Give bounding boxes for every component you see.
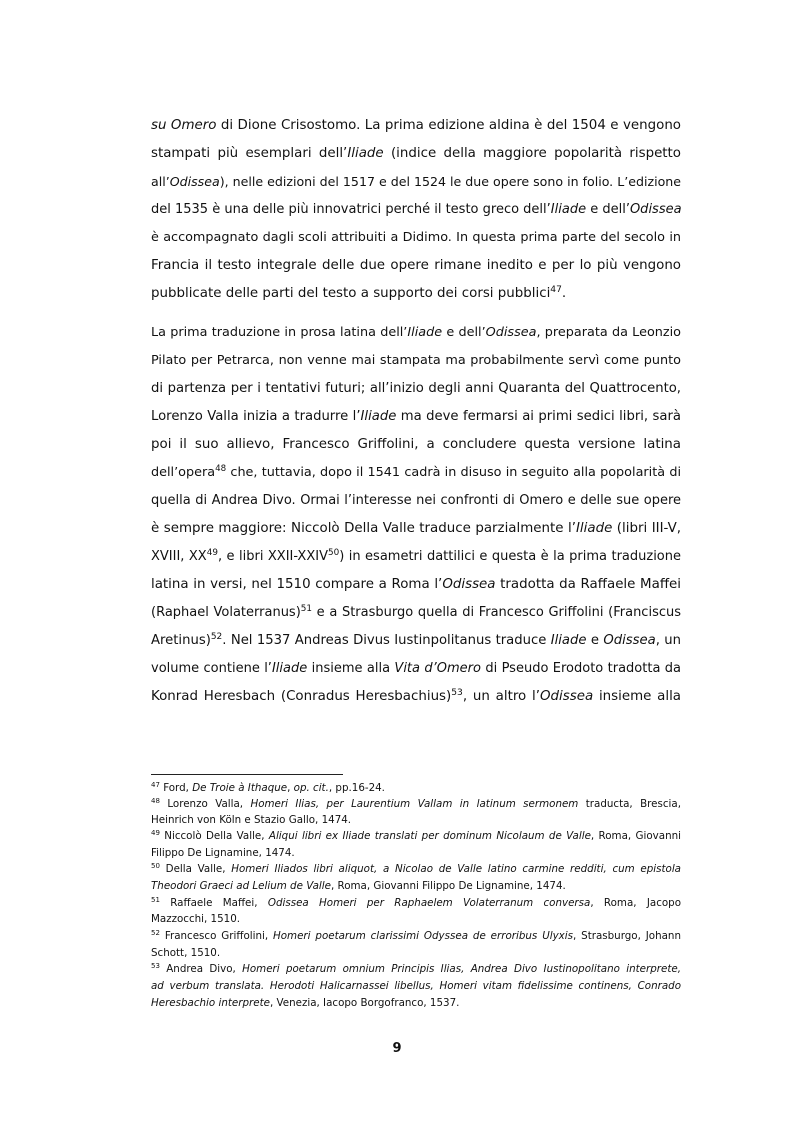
- footnote-ref: 48: [215, 464, 227, 475]
- footnote: $^{50}$ Della Valle, Homeri Iliados libri aliquot, a Nicolao de Valle latino carmine redditi, cum epistola: [151, 862, 681, 875]
- footnote-continuation: Theodori Graeci ad Lelium de Valle, Roma, Giovanni Filippo De Lignamine, 1474.: [151, 880, 566, 892]
- body-line: di partenza per i tentativi futuri; all’inizio degli anni Quaranta del Quattrocento,: [151, 381, 681, 396]
- body-line: Konrad Heresbach (Conradus Heresbachius)$^{53}$, un altro l’Odissea insieme alla: [151, 688, 682, 704]
- footnote-separator: [151, 774, 343, 775]
- footnote-continuation: Schott, 1510.: [151, 947, 221, 959]
- body-line: è accompagnato dagli scoli attribuiti a Didimo. In questa prima parte del secolo in: [151, 230, 681, 245]
- body-line: è sempre maggiore: Niccolò Della Valle traduce parzialmente l’Iliade (libri III-V,: [151, 521, 682, 536]
- body-line: XVIII, XX$^{49}$, e libri XXII-XXIV$^{50}$) in esametri dattilici e questa è la prima traduzione: [151, 548, 681, 564]
- body-line: stampati più esemplari dell’Iliade (indice della maggiore popolarità rispetto: [151, 146, 681, 161]
- footnote-ref: 53: [451, 688, 463, 698]
- body-line: dell’opera$^{48}$ che, tuttavia, dopo il 1541 cadrà in disuso in seguito alla popolarità di: [151, 464, 681, 480]
- footnote: $^{51}$ Raffaele Maffei, Odissea Homeri per Raphaelem Volaterranum conversa, Roma, Jacopo: [151, 896, 682, 909]
- body-line: latina in versi, nel 1510 compare a Roma l’Odissea tradotta da Raffaele Maffei: [151, 577, 681, 592]
- footnote: $^{47}$ Ford, De Troie à Ithaque, op. cit., pp.16-24.: [151, 781, 385, 794]
- footnote-ref: 50: [327, 548, 340, 559]
- footnote-continuation: Mazzocchi, 1510.: [151, 913, 241, 925]
- footnote-ref: 49: [206, 548, 218, 559]
- body-line: Aretinus)$^{52}$. Nel 1537 Andreas Divus Iustinpolitanus traduce Iliade e Odissea, un: [151, 632, 681, 648]
- body-line: su Omero di Dione Crisostomo. La prima edizione aldina è del 1504 e vengono: [151, 118, 681, 133]
- footnote-continuation: Heresbachio interprete, Venezia, Iacopo Borgofranco, 1537.: [151, 997, 460, 1009]
- footnote: $^{48}$ Lorenzo Valla, Homeri Ilias, per Laurentium Vallam in latinum sermonem traducta, Brescia,: [151, 797, 681, 810]
- body-line: all’Odissea), nelle edizioni del 1517 e del 1524 le due opere sono in folio. L’edizione: [151, 174, 681, 189]
- body-line: Pilato per Petrarca, non venne mai stampata ma probabilmente servì come punto: [151, 353, 681, 368]
- footnote-continuation: Filippo De Lignamine, 1474.: [151, 847, 295, 859]
- body-line: Lorenzo Valla inizia a tradurre l’Iliade ma deve fermarsi ai primi sedici libri, sarà: [151, 409, 681, 424]
- body-line: quella di Andrea Divo. Ormai l’interesse nei confronti di Omero e delle sue opere: [151, 493, 681, 508]
- body-line: (Raphael Volaterranus)$^{51}$ e a Strasburgo quella di Francesco Griffolini (Franciscus: [151, 604, 681, 620]
- footnote-ref: 47: [550, 285, 562, 295]
- footnote: $^{49}$ Niccolò Della Valle, Aliqui libri ex Iliade translati per dominum Nicolaum de Valle, Roma, Giovanni: [151, 829, 681, 842]
- body-line: poi il suo allievo, Francesco Griffolini, a concludere questa versione latina: [151, 437, 681, 452]
- page-number: 9: [392, 1041, 402, 1056]
- footnote-ref: 52: [210, 632, 223, 643]
- footnote: $^{53}$ Andrea Divo, Homeri poetarum omnium Principis Ilias, Andrea Divo Iustinopolitano interprete,: [151, 962, 681, 975]
- body-line: pubblicate delle parti del testo a supporto dei corsi pubblici$^{47}$.: [151, 285, 567, 301]
- footnote-continuation: Heinrich von Köln e Stazio Gallo, 1474.: [151, 814, 352, 826]
- body-line: La prima traduzione in prosa latina dell’Iliade e dell’Odissea, preparata da Leonzio: [151, 325, 681, 340]
- footnote: $^{52}$ Francesco Griffolini, Homeri poetarum clarissimi Odyssea de erroribus Ulyxis, Strasburgo, Johann: [151, 929, 681, 942]
- footnote-continuation: ad verbum translata. Herodoti Halicarnassei libellus, Homeri vitam fidelissime continens, Conrado: [151, 980, 681, 992]
- body-line: Francia il testo integrale delle due opere rimane inedito e per lo più vengono: [151, 258, 681, 273]
- body-line: volume contiene l’Iliade insieme alla Vita d’Omero di Pseudo Erodoto tradotta da: [151, 661, 682, 676]
- footnote-ref: 51: [300, 604, 313, 615]
- body-line: del 1535 è una delle più innovatrici perché il testo greco dell’Iliade e dell’Odissea: [151, 202, 682, 217]
